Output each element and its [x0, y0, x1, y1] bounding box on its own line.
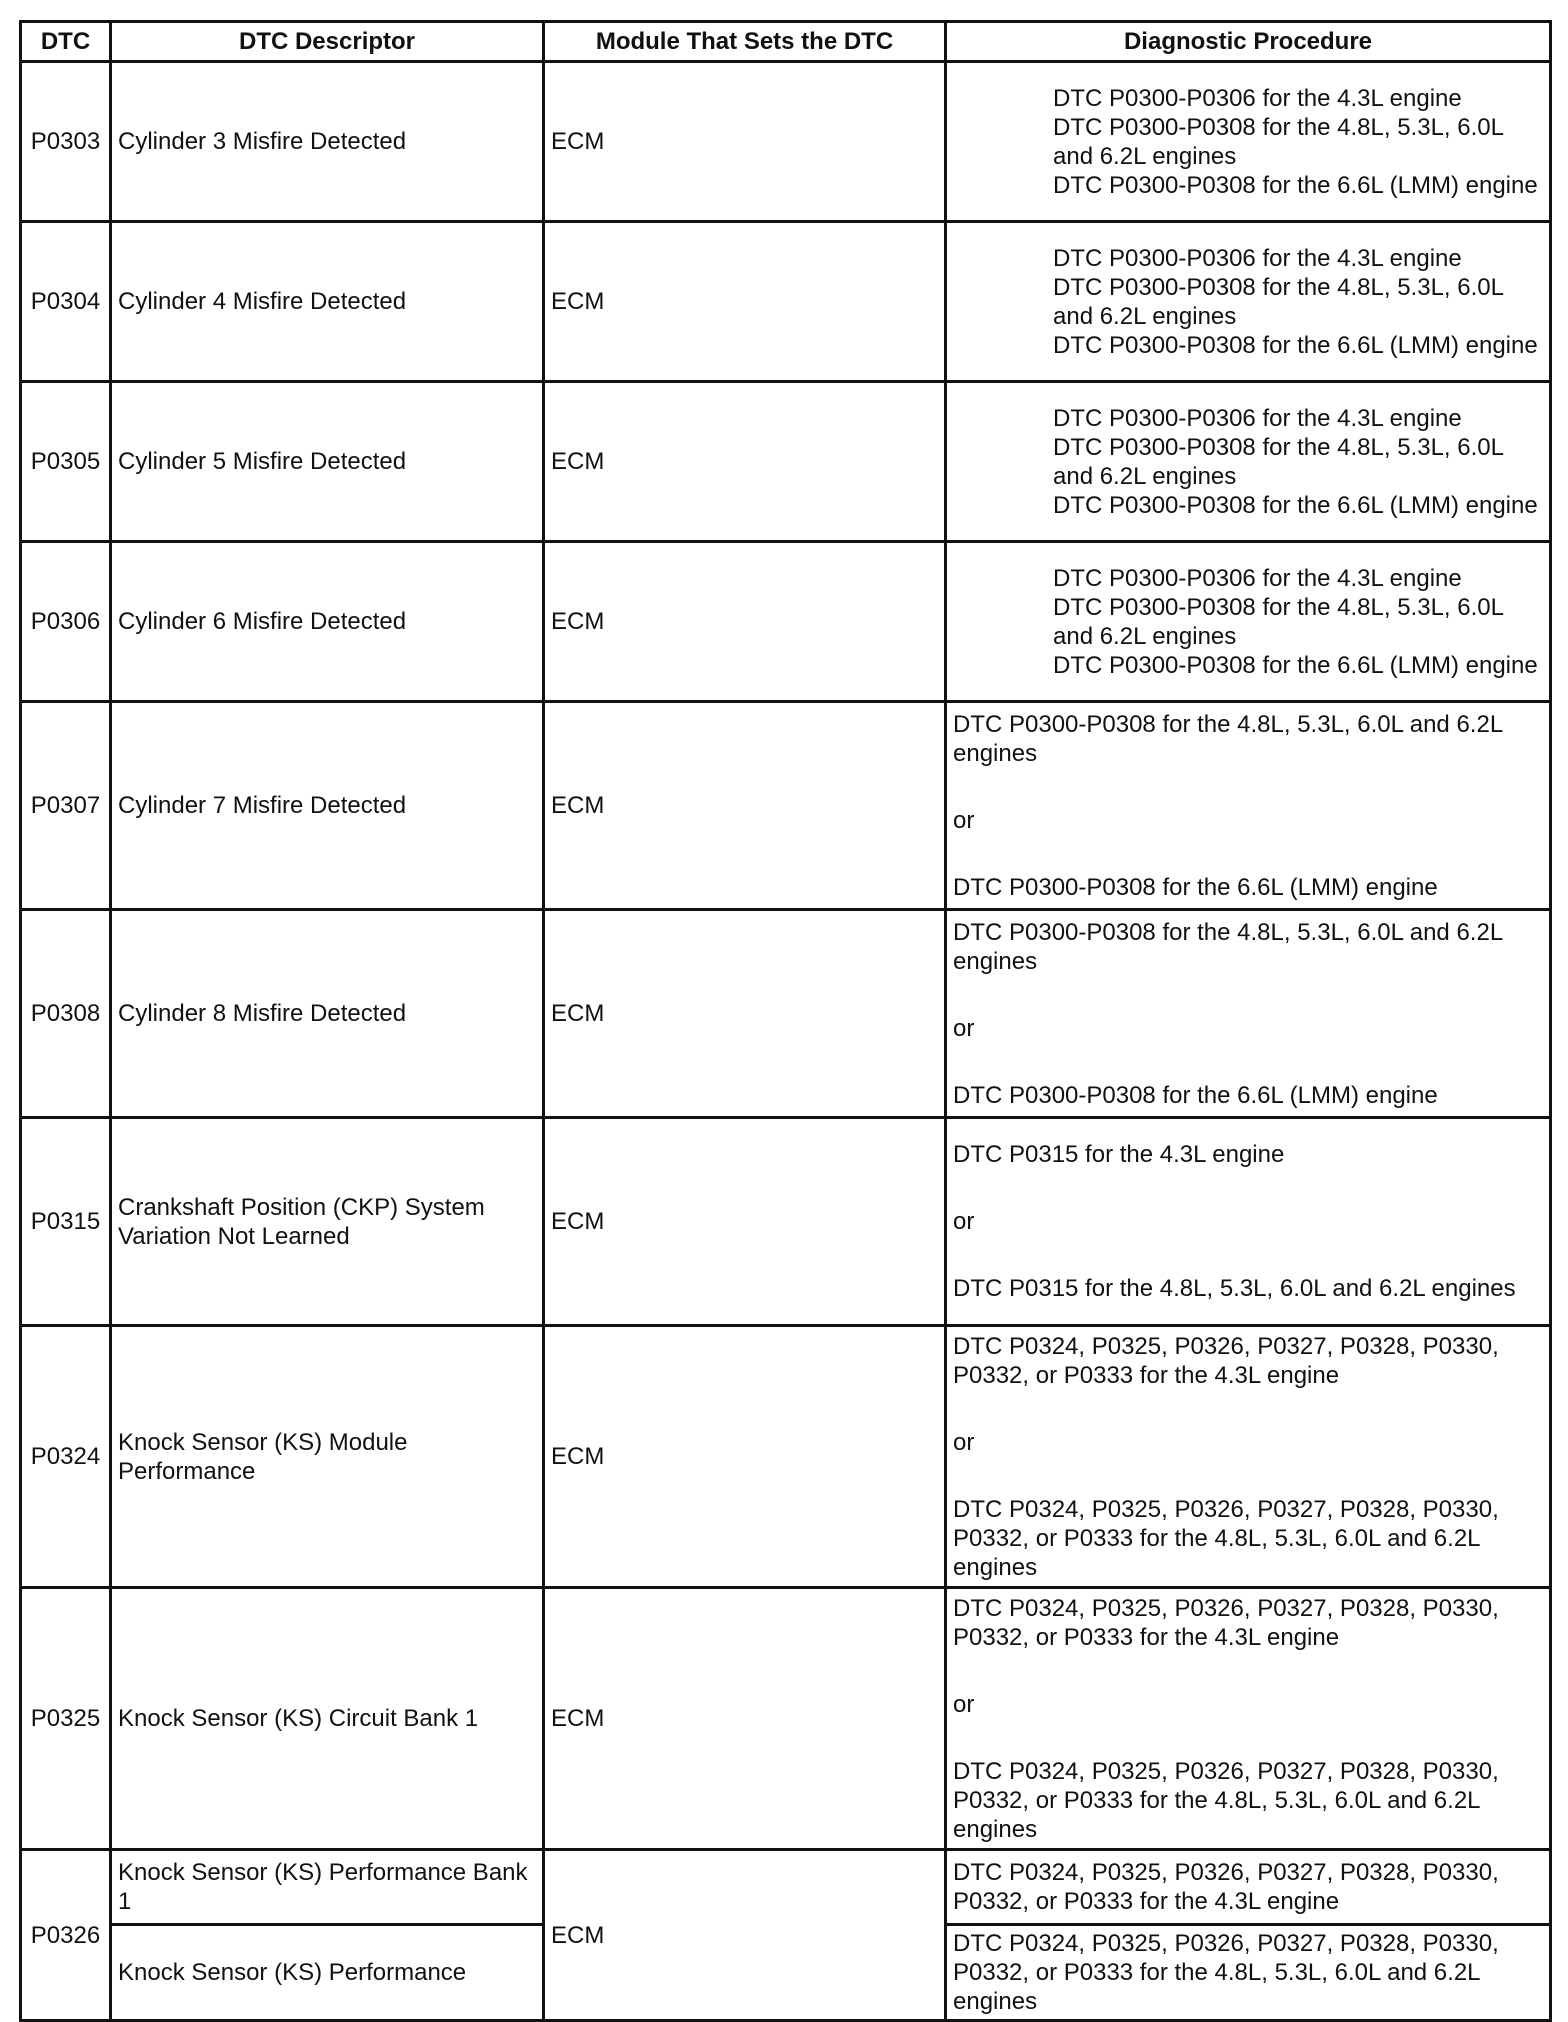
- dtc-code: P0308: [21, 910, 111, 1118]
- procedure-or: or: [953, 1208, 975, 1235]
- procedure-link[interactable]: DTC P0300-P0308 for the 4.8L, 5.3L, 6.0L and 6.2L engines: [1053, 593, 1504, 650]
- procedure-link[interactable]: DTC P0300-P0308 for the 6.6L (LMM) engine: [1053, 491, 1538, 519]
- procedure-link[interactable]: DTC P0300-P0308 for the 6.6L (LMM) engine: [1053, 651, 1538, 679]
- procedure-link[interactable]: DTC P0300-P0306 for the 4.3L engine: [1053, 84, 1462, 112]
- dtc-descriptor: Cylinder 3 Misfire Detected: [111, 62, 544, 222]
- procedure-link[interactable]: DTC P0300-P0308 for the 6.6L (LMM) engine: [953, 873, 1438, 901]
- dtc-code: P0315: [21, 1118, 111, 1326]
- dtc-module: ECM: [544, 910, 946, 1118]
- dtc-module: ECM: [544, 382, 946, 542]
- dtc-code: P0326: [21, 1850, 111, 2021]
- table-row: [21, 1118, 1551, 1326]
- diagnostic-procedure: [946, 1925, 1551, 2021]
- diagnostic-procedure: [946, 1326, 1551, 1588]
- dtc-code: P0325: [21, 1588, 111, 1850]
- table-row: [21, 222, 1551, 382]
- diagnostic-procedure: [946, 702, 1551, 910]
- dtc-module: ECM: [544, 1118, 946, 1326]
- procedure-or: or: [953, 806, 975, 834]
- procedure-link[interactable]: DTC P0324, P0325, P0326, P0327, P0328, P0330, P0332, or P0333 for the 4.3L engine: [953, 1859, 1499, 1915]
- dtc-module: ECM: [544, 1588, 946, 1850]
- dtc-table: [19, 20, 1552, 2022]
- procedure-link[interactable]: DTC P0300-P0308 for the 6.6L (LMM) engine: [953, 1081, 1438, 1109]
- diagnostic-procedure: [946, 1588, 1551, 1850]
- procedure-link[interactable]: DTC P0300-P0308 for the 4.8L, 5.3L, 6.0L and 6.2L engines: [953, 918, 1503, 975]
- header-procedure: Diagnostic Procedure: [946, 22, 1551, 62]
- dtc-descriptor: Cylinder 7 Misfire Detected: [111, 702, 544, 910]
- dtc-descriptor: Cylinder 5 Misfire Detected: [111, 382, 544, 542]
- procedure-link[interactable]: DTC P0300-P0308 for the 4.8L, 5.3L, 6.0L and 6.2L engines: [1053, 433, 1504, 490]
- header-descriptor: DTC Descriptor: [111, 22, 544, 62]
- procedure-link[interactable]: DTC P0315 for the 4.3L engine: [953, 1141, 1285, 1168]
- diagnostic-procedure: [946, 542, 1551, 702]
- procedure-or: or: [953, 1014, 975, 1042]
- dtc-descriptor: Knock Sensor (KS) Module Performance: [111, 1326, 544, 1588]
- dtc-code: P0305: [21, 382, 111, 542]
- diagnostic-procedure: [946, 910, 1551, 1118]
- table-row: [21, 542, 1551, 702]
- dtc-descriptor: Knock Sensor (KS) Performance: [111, 1925, 544, 2021]
- dtc-descriptor: Knock Sensor (KS) Performance Bank 1: [111, 1850, 544, 1925]
- procedure-link[interactable]: DTC P0324, P0325, P0326, P0327, P0328, P0330, P0332, or P0333 for the 4.8L, 5.3L, 6.0L and 6.2L engines: [953, 1930, 1499, 2015]
- procedure-link[interactable]: DTC P0324, P0325, P0326, P0327, P0328, P0330, P0332, or P0333 for the 4.8L, 5.3L, 6.0L and 6.2L engines: [953, 1757, 1499, 1843]
- header-row: [21, 22, 1551, 62]
- dtc-code: P0324: [21, 1326, 111, 1588]
- procedure-link[interactable]: DTC P0300-P0308 for the 6.6L (LMM) engine: [1053, 331, 1538, 359]
- procedure-link[interactable]: DTC P0300-P0308 for the 4.8L, 5.3L, 6.0L and 6.2L engines: [953, 710, 1503, 767]
- procedure-link[interactable]: DTC P0324, P0325, P0326, P0327, P0328, P0330, P0332, or P0333 for the 4.8L, 5.3L, 6.0L and 6.2L engines: [953, 1495, 1499, 1581]
- procedure-or: or: [953, 1690, 975, 1718]
- diagnostic-procedure: [946, 382, 1551, 542]
- dtc-code: P0303: [21, 62, 111, 222]
- table-row: [21, 910, 1551, 1118]
- dtc-module: ECM: [544, 1850, 946, 2021]
- header-dtc: DTC: [21, 22, 111, 62]
- dtc-module: ECM: [544, 542, 946, 702]
- header-module: Module That Sets the DTC: [544, 22, 946, 62]
- table-row: [21, 382, 1551, 542]
- dtc-descriptor: Cylinder 6 Misfire Detected: [111, 542, 544, 702]
- table-row: [21, 1326, 1551, 1588]
- procedure-link[interactable]: DTC P0300-P0308 for the 4.8L, 5.3L, 6.0L and 6.2L engines: [1053, 273, 1504, 330]
- procedure-link[interactable]: DTC P0315 for the 4.8L, 5.3L, 6.0L and 6.2L engines: [953, 1275, 1516, 1302]
- table-row: [21, 62, 1551, 222]
- dtc-code: P0304: [21, 222, 111, 382]
- procedure-link[interactable]: DTC P0324, P0325, P0326, P0327, P0328, P0330, P0332, or P0333 for the 4.3L engine: [953, 1594, 1499, 1651]
- procedure-link[interactable]: DTC P0300-P0306 for the 4.3L engine: [1053, 564, 1462, 592]
- dtc-descriptor: Knock Sensor (KS) Circuit Bank 1: [111, 1588, 544, 1850]
- table-row: [21, 1850, 1551, 1925]
- procedure-link[interactable]: DTC P0324, P0325, P0326, P0327, P0328, P0330, P0332, or P0333 for the 4.3L engine: [953, 1332, 1499, 1389]
- dtc-descriptor: Cylinder 8 Misfire Detected: [111, 910, 544, 1118]
- table-row: [21, 702, 1551, 910]
- diagnostic-procedure: [946, 222, 1551, 382]
- diagnostic-procedure: [946, 62, 1551, 222]
- dtc-code: P0306: [21, 542, 111, 702]
- procedure-or: or: [953, 1428, 975, 1456]
- diagnostic-procedure: [946, 1118, 1551, 1326]
- procedure-link[interactable]: DTC P0300-P0306 for the 4.3L engine: [1053, 244, 1462, 272]
- dtc-module: ECM: [544, 1326, 946, 1588]
- dtc-module: ECM: [544, 222, 946, 382]
- dtc-descriptor: Crankshaft Position (CKP) System Variation Not Learned: [111, 1118, 544, 1326]
- table-row: [21, 1588, 1551, 1850]
- procedure-link[interactable]: DTC P0300-P0308 for the 4.8L, 5.3L, 6.0L and 6.2L engines: [1053, 113, 1504, 170]
- procedure-link[interactable]: DTC P0300-P0306 for the 4.3L engine: [1053, 404, 1462, 432]
- dtc-descriptor: Cylinder 4 Misfire Detected: [111, 222, 544, 382]
- diagnostic-procedure: [946, 1850, 1551, 1925]
- dtc-code: P0307: [21, 702, 111, 910]
- dtc-module: ECM: [544, 702, 946, 910]
- procedure-link[interactable]: DTC P0300-P0308 for the 6.6L (LMM) engine: [1053, 171, 1538, 199]
- dtc-module: ECM: [544, 62, 946, 222]
